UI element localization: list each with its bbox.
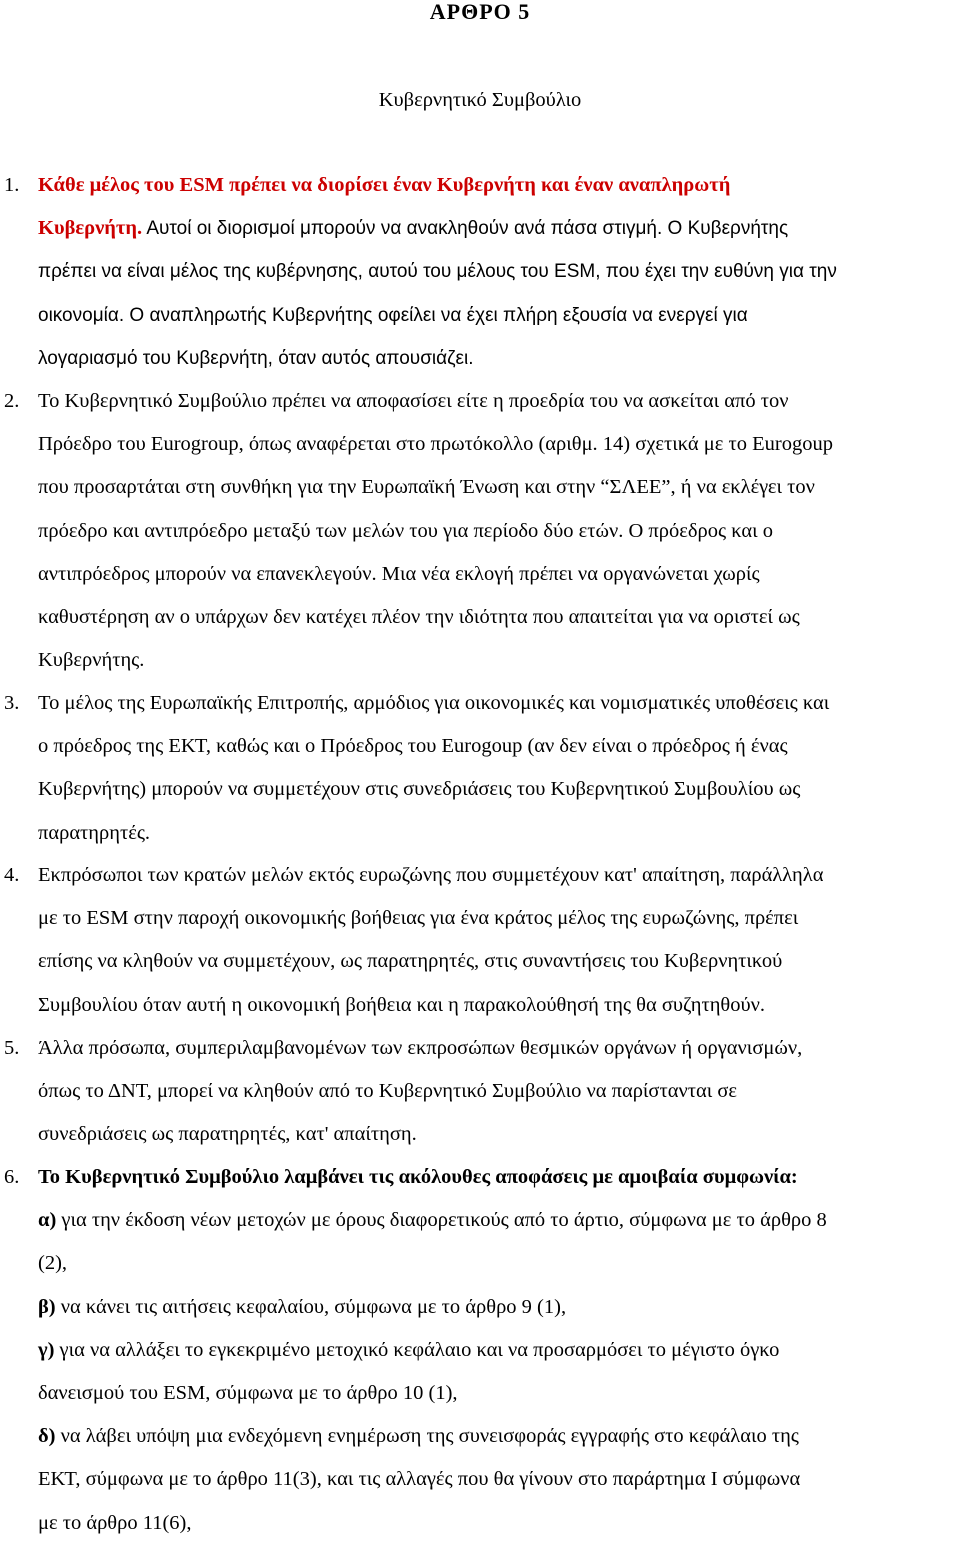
clause-text: για να αλλάξει το εγκεκριμένο μετοχικό κεφάλαιο και να προσαρμόσει το μέγιστο όγκο δανεισμού του ESM, σύμφωνα με το άρθρο 10 (1), <box>38 1338 780 1405</box>
paragraph-lead: Το Κυβερνητικό Συμβούλιο λαμβάνει τις ακόλουθες αποφάσεις με αμοιβαία συμφωνία: <box>38 1166 798 1188</box>
article-subtitle: Κυβερνητικό Συμβούλιο <box>378 89 582 111</box>
paragraph-body <box>38 164 960 380</box>
paragraph-number: 4. <box>4 864 20 886</box>
paragraph-number: 2. <box>4 390 20 412</box>
paragraph-text: Εκπρόσωποι των κρατών μελών εκτός ευρωζώνης που συμμετέχουν κατ' απαίτηση, παράλληλα με το ESM στην παροχή οικονομικής βοήθειας για ένα κράτος μέλος της ευρωζώνης, πρέπει επίσης να κληθούν να συμμετέχουν, ως παρατηρητές, στις συναντήσεις του Κυβερνητικού Συμβουλίου όταν αυτή η οικονομική βοήθεια και η παρακολούθησή της θα συζητηθούν. <box>38 864 824 1016</box>
paragraph-body <box>38 1156 960 1545</box>
clause-label: δ) <box>38 1425 56 1448</box>
clause-label: γ) <box>38 1338 55 1361</box>
clause-text: να λάβει υπόψη μια ενδεχόμενη ενημέρωση της συνεισφοράς εγγραφής στο κεφάλαιο της ΕΚΤ, σύμφωνα με το άρθρο 11(3), και τις αλλαγές που θα γίνουν στο παράρτημα Ι σύμφωνα με το άρθρο 11(6), <box>38 1425 801 1534</box>
paragraph-number: 6. <box>4 1166 20 1188</box>
highlighted-text: Κάθε μέλος του ESM πρέπει να διορίσει έναν Κυβερνήτη και έναν αναπληρωτή Κυβερνήτη. <box>38 174 731 240</box>
paragraph-text: Το Κυβερνητικό Συμβούλιο πρέπει να αποφασίσει είτε η προεδρία του να ασκείται από τον Πρόεδρο του Eurogroup, όπως αναφέρεται στο πρωτόκολλο (αριθμ. 14) σχετικά με το Eurogoup που προσαρτάται στη συνθήκη για την Ευρωπαϊκή Ένωση και στην “ΣΛΕΕ”, ή να εκλέγει τον πρόεδρο και αντιπρόεδρο μεταξύ των μελών του για περίοδο δύο ετών. Ο πρόεδρος και ο αντιπρόεδρος μπορούν να επανεκλεγούν. Μια νέα εκλογή πρέπει να οργανώνεται χωρίς καθυστέρηση αν ο υπάρχων δεν κατέχει πλέον την ιδιότητα που απαιτείται για να οριστεί ως Κυβερνήτης. <box>38 390 833 672</box>
paragraph-text: Άλλα πρόσωπα, συμπεριλαμβανομένων των εκπροσώπων θεσμικών οργάνων ή οργανισμών, όπως το ΔΝΤ, μπορεί να κληθούν από το Κυβερνητικό Συμβούλιο να παρίστανται σε συνεδριάσεις ως παρατηρητές, κατ' απαίτηση. <box>38 1037 803 1146</box>
clause-label: α) <box>38 1209 57 1232</box>
clause-text: να κάνει τις αιτήσεις κεφαλαίου, σύμφωνα με το άρθρο 9 (1), <box>55 1295 567 1318</box>
paragraph-number: 5. <box>4 1037 20 1059</box>
paragraph-text: Αυτοί οι διορισμοί μπορούν να ανακληθούν ανά πάσα στιγμή. Ο Κυβερνήτης πρέπει να είναι μέλος της κυβέρνησης, αυτού του μέλους του ESM, που έχει την ευθύνη για την οικονομία. Ο αναπληρωτής Κυβερνήτης οφείλει να έχει πλήρη εξουσία να ενεργεί για λογαριασμό του Κυβερνήτη, όταν αυτός απουσιάζει. <box>38 218 837 369</box>
clause-text: για την έκδοση νέων μετοχών με όρους διαφορετικούς από το άρτιο, σύμφωνα με το άρθρο 8 (2), <box>38 1209 827 1275</box>
paragraph-number: 1. <box>4 174 20 196</box>
paragraph-text: Το μέλος της Ευρωπαϊκής Επιτροπής, αρμόδιος για οικονομικές και νομισματικές υποθέσεις και ο πρόεδρος της ΕΚΤ, καθώς και ο Πρόεδρος του Eurogoup (αν δεν είναι ο πρόεδρος ή ένας Κυβερνήτης) μπορούν να συμμετέχουν στις συνεδριάσεις του Κυβερνητικού Συμβουλίου ως παρατηρητές. <box>38 692 830 844</box>
paragraph-number: 3. <box>4 692 20 714</box>
clause-label: β) <box>38 1295 56 1318</box>
article-title: ΑΡΘΡΟ 5 <box>429 0 531 24</box>
